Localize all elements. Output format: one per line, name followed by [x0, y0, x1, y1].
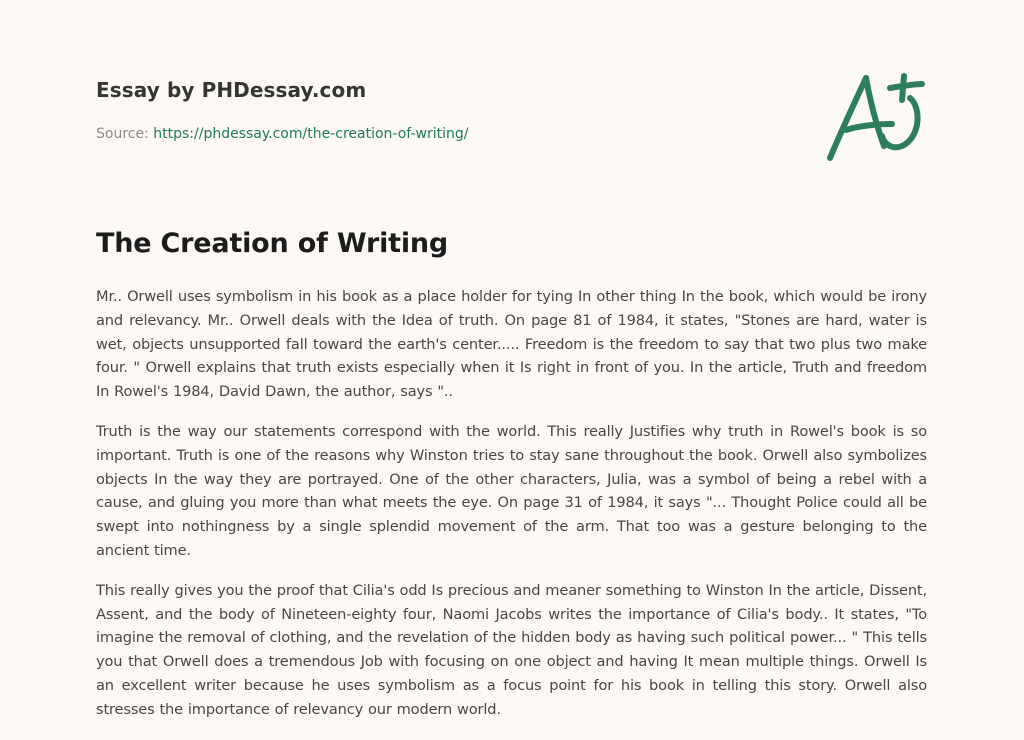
source-line — [96, 124, 796, 144]
site-title: Essay by PHDessay.com — [96, 78, 367, 102]
page-header — [96, 76, 796, 144]
source-label: Source: — [96, 126, 154, 142]
article-paragraph: Mr.. Orwell uses symbolism in his book as a place holder for tying In other thing In the book, which would be irony and relevancy. Mr.. Orwell deals with the Idea of truth. On page 81 of 1984, it states, "Stones are hard, water is wet, objects unsupported fall toward the earth's center..... Freedom is the freedom to say that two plus two make four. " Orwell explains that truth exists especially when it Is right in front of you. In the article, Truth and freedom In Rowel's 1984, David Dawn, the author, says ".. — [96, 288, 927, 401]
a-plus-grade-icon — [822, 68, 928, 164]
article-body — [96, 285, 927, 738]
article-paragraph: This really gives you the proof that Cilia's odd Is precious and meaner something to Winston In the article, Dissent, Assent, and the body of Nineteen-eighty four, Naomi Jacobs writes the importance of Cilia's body.. It states, "To imagine the removal of clothing, and the revelation of the hidden body as having such political power... " This tells you that Orwell does a tremendous Job with focusing on one object and having It mean multiple things. Orwell Is an excellent writer because he uses symbolism as a focus point for his book in telling this story. Orwell also stresses the importance of relevancy our modern world. — [96, 581, 927, 718]
article-title: The Creation of Writing — [96, 228, 449, 259]
source-link[interactable]: https://phdessay.com/the-creation-of-writing/ — [153, 126, 469, 142]
article-paragraph: Truth is the way our statements correspond with the world. This really Justifies why truth in Rowel's book is so important. Truth is one of the reasons why Winston tries to stay sane throughout the book. Orwell also symbolizes objects In the way they are portrayed. One of the other characters, Julia, was a symbol of being a rebel with a cause, and gluing you more than what meets the eye. On page 31 of 1984, it says "... Thought Police could all be swept into nothingness by a single splendid movement of the arm. That too was a gesture belonging to the ancient time. — [96, 422, 927, 559]
